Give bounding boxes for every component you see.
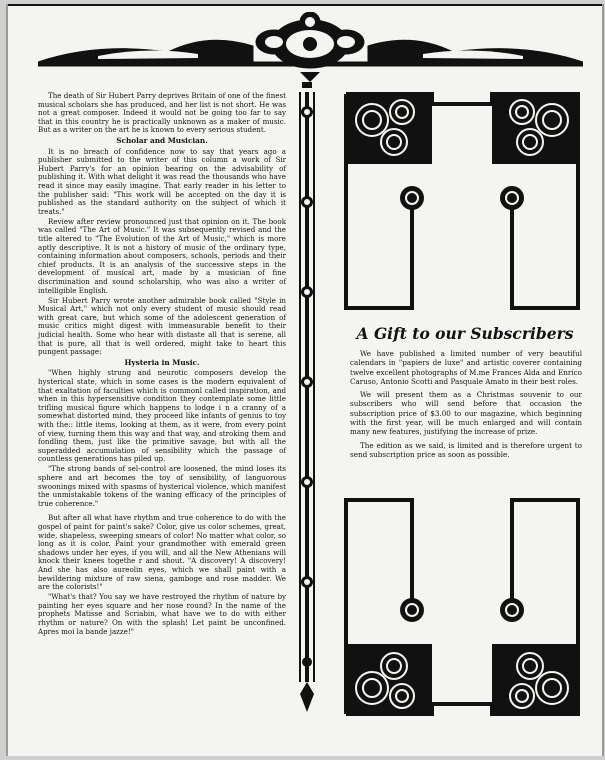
rose-frame-bottom xyxy=(342,496,582,718)
header-ornament xyxy=(38,12,583,82)
gift-heading: A Gift to our Subscribers xyxy=(356,324,574,343)
article-paragraph: The death of Sir Hubert Parry deprives Britain of one of the finest musical scholars she has produced, and her list is not short. He was not a great composer. Indeed it would not be going too far to say that in this country he is practically unknown as a maker of music. But as a writer on the art he is known to every serious student. xyxy=(38,91,286,135)
newspaper-page xyxy=(6,4,604,756)
article-paragraph: It is no breach of confidence now to say that years ago a publisher submitted to the writer of this column a work of Sir Hubert Parry's for an opinion bearing on the advisability of publishing it. With what delight it was read the thousands who have read it since may easily imagine. That early reader in his letter to the publisher said: "This work will be accepted on the day it is published as the standard authority on the subject of which it treats." xyxy=(38,146,286,216)
quote-paragraph: "The strong bands of sel-control are loosened, the mind loses its sphere and art becomes the toy of sensibility, of languorous swoonings mixed with spasms of hysterical violence, which manifest the unmistakable tokens of the waning efficacy of the principles of true coherence." xyxy=(38,464,286,508)
notice-paragraph: We will present them as a Christmas souvenir to our subscribers who will send before that occasion the subscription price of $3.00 to our magazine, which beginning with the first year, will be much enlarged and will contain many new features, justifying the increase of prize. xyxy=(350,390,582,437)
article-paragraph: But after all what have rhythm and true coherence to do with the gospel of paint for paint's sake? Color, give us color schemes, great, wide, shapeless, sweeping smears of color! No matter what color, so long as it is color. Paint your grandmother with emerald green shadows under her eyes, if you will, and all the New Athenians will knock their knees togethe r and shout. "A discovery! A discovery! And she has also aureolin eyes, which we shall paint with a bewildering mixture of raw siena, gamboge and rose madder. We are the colorists!" xyxy=(38,513,286,592)
subheading: Hysteria in Music. xyxy=(124,357,200,367)
rose-frame-top xyxy=(342,90,582,312)
column-divider-ornament xyxy=(294,82,320,712)
notice-paragraph: The edition as we said, is limited and is therefore urgent to send subscription price as soon as possible. xyxy=(350,440,582,459)
gift-notice xyxy=(350,349,582,463)
article-paragraph: "What's that? You say we have restroyed the rhythm of nature by painting her eyes square and her nose round? In the name of the prophets Matisse and Scriabin, what have we to do with either rhythm or nature? On with the splash! Let paint be unconfined. Apres moi la bande jazze!" xyxy=(38,592,286,636)
article-paragraph: Sir Hubert Parry wrote another admirable book called "Style in Musical Art," which not only every student of music should read with great care, but which some of the adolescent generation of music critics might digest with immeasurable benefit to their judicial health. Some who hear with distaste all that is serene, all that is pure, all that is well ordered, might take to heart this pungent passage: xyxy=(38,295,286,357)
article-paragraph: Review after review pronounced just that opinion on it. The book was called "The Art of Music." It was subsequently revised and the title altered to "The Evolution of the Art of Music," which is more aptly descriptive. It is not a history of music of the ordinary type, containing information about composers, schools, periods and their chief products. It is an analysis of the successive steps in the development of musical art, made by a musician of fine discrimination and sound scholarship, who was also a writer of intelligible English. xyxy=(38,216,286,295)
subheading: Scholar and Musician. xyxy=(116,135,208,145)
top-rule xyxy=(8,4,602,6)
article-column xyxy=(38,92,286,638)
quote-paragraph: "When highly strung and neurotic composers develop the hysterical state, which in some cases is the modern equivalent of that exaltation of faculties which is commonl called inspiration, and when in this hypersensitive condition they contemplate some little trifling musical figure which happens to lodge i n a cranny of a somewhat distorted mind, they proceed like infants of genius to toy with the:: little items, looking at them, as it were, from every point of view, turning them this way and that way, and stroking them and fondling them, just like the primitive savage, but with all the superadded accumulation of sensibility which the passage of countless generations has piled up. xyxy=(38,368,286,464)
notice-paragraph: We have published a limited number of very beautiful calendars in "papiers de luxe" and artistic coverer containing twelve excellent photographs of M.me Frances Alda and Enrico Caruso, Antonio Scotti and Pasquale Amato in their best roles. xyxy=(350,349,583,386)
